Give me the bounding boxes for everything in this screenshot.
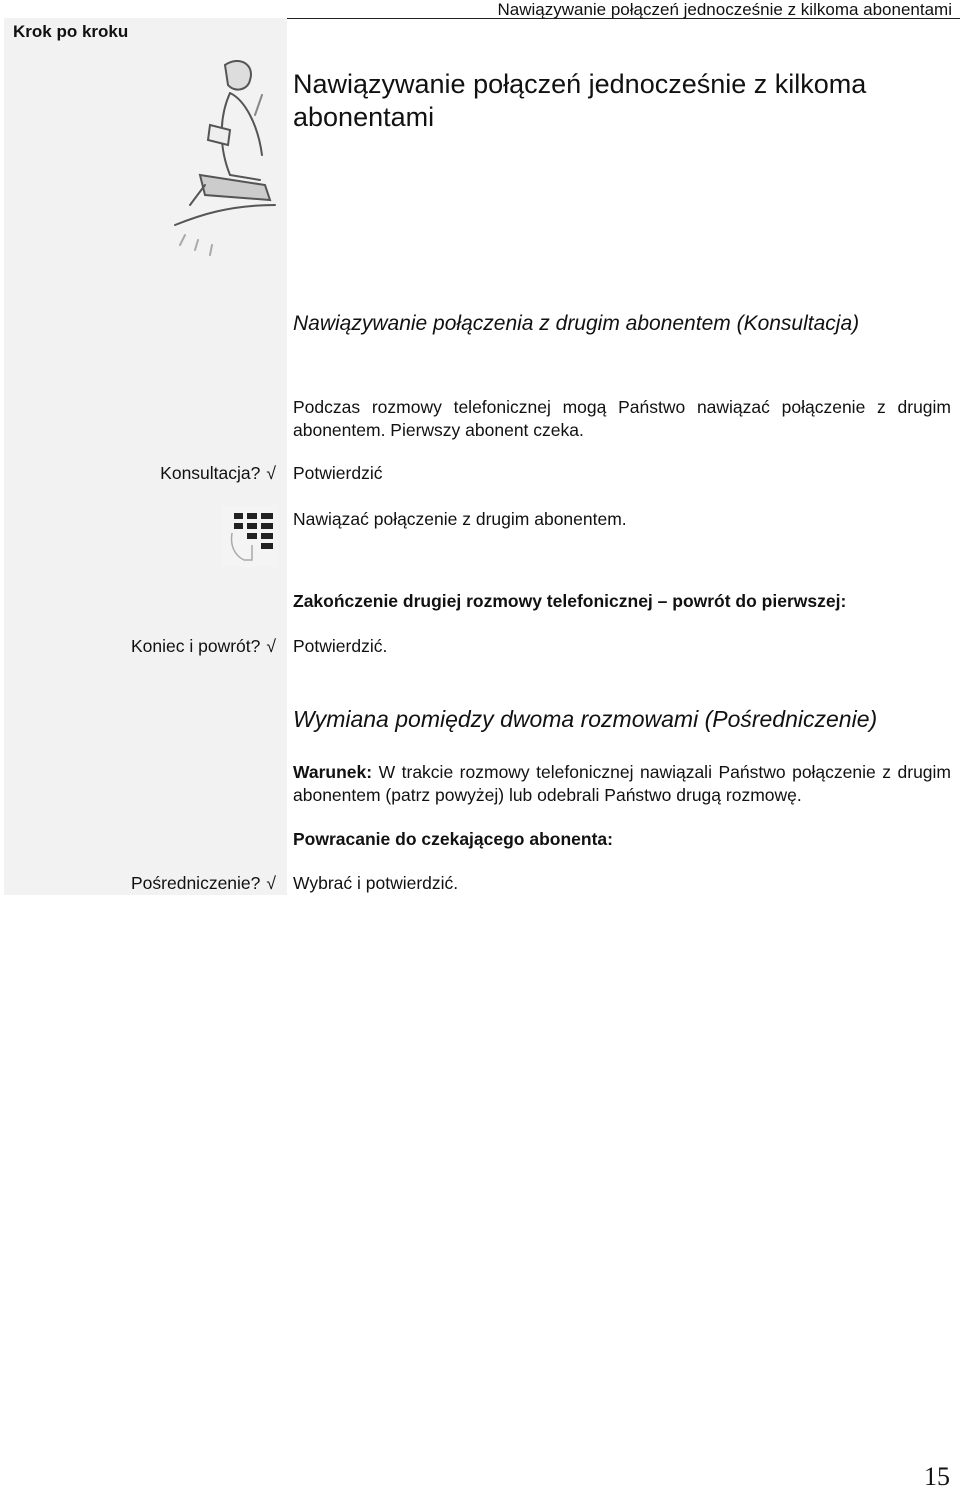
step-confirm-text: Potwierdzić <box>293 463 383 483</box>
sidebar-title: Krok po kroku <box>13 22 129 41</box>
return-heading: Powracanie do czekającego abonenta: <box>293 829 613 849</box>
brokering-condition <box>293 761 951 807</box>
keypad-icon <box>222 505 278 567</box>
reading-figure-illustration <box>170 55 280 263</box>
page-number: 15 <box>924 1462 950 1491</box>
consultation-intro: Podczas rozmowy telefonicznej mogą Państwo nawiązać połączenie z drugim abonentem. Pierwszy abonent czeka. <box>293 397 951 440</box>
step-consultation <box>160 462 276 485</box>
step-confirm-text: Potwierdzić. <box>293 636 388 656</box>
condition-text: W trakcie rozmowy telefonicznej nawiązali Państwo połączenie z drugim abonentem (patrz powyżej) lub odebrali Państwo drugą rozmowę. <box>293 762 951 805</box>
running-header: Nawiązywanie połączeń jednocześnie z kilkoma abonentami <box>497 0 952 19</box>
end-call-heading: Zakończenie drugiej rozmowy telefonicznej – powrót do pierwszej: <box>293 591 847 611</box>
step-label: Koniec i powrót? <box>131 636 261 656</box>
brokering-heading: Wymiana pomiędzy dwoma rozmowami (Pośredniczenie) <box>293 706 878 732</box>
check-mark: √ <box>266 636 276 656</box>
check-mark: √ <box>266 463 276 483</box>
page-title: Nawiązywanie połączeń jednocześnie z kilkoma abonentami <box>293 69 867 132</box>
consultation-heading: Nawiązywanie połączenia z drugim abonentem (Konsultacja) <box>293 312 860 335</box>
step-label: Konsultacja? <box>160 463 261 483</box>
step-dial-text: Nawiązać połączenie z drugim abonentem. <box>293 509 627 529</box>
check-mark: √ <box>266 873 276 893</box>
step-end-return <box>131 635 276 658</box>
condition-label: Warunek: <box>293 762 373 782</box>
step-select-text: Wybrać i potwierdzić. <box>293 873 459 893</box>
step-brokering <box>131 872 276 895</box>
step-label: Pośredniczenie? <box>131 873 261 893</box>
